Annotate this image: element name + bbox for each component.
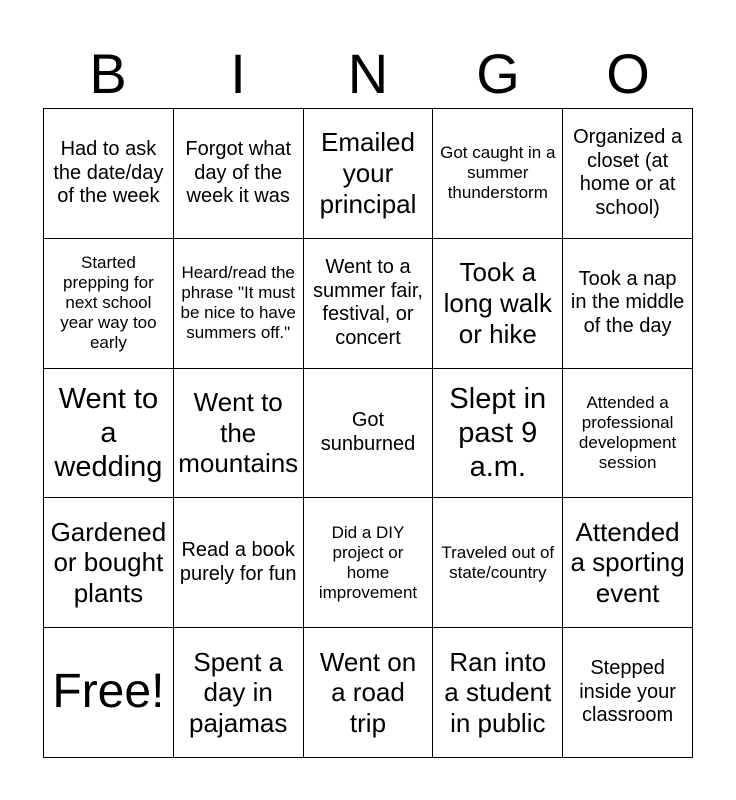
cell-text: Took a nap in the middle of the day xyxy=(570,267,685,337)
cell-text: Attended a professional development session xyxy=(578,392,677,473)
bingo-cell[interactable] xyxy=(44,239,174,369)
bingo-cell[interactable] xyxy=(304,239,434,369)
bingo-cell[interactable] xyxy=(304,109,434,239)
bingo-cell[interactable] xyxy=(433,628,563,758)
header-letter-o: O xyxy=(606,42,650,105)
bingo-cell[interactable] xyxy=(433,369,563,499)
cell-text: Emailed your principal xyxy=(319,127,417,219)
cell-text: Slept in past 9 a.m. xyxy=(449,382,547,484)
bingo-cell[interactable] xyxy=(174,109,304,239)
cell-text: Went to a wedding xyxy=(54,382,163,484)
bingo-cell[interactable] xyxy=(563,369,693,499)
bingo-cell[interactable] xyxy=(563,498,693,628)
bingo-cell[interactable] xyxy=(174,628,304,758)
bingo-free-cell[interactable] xyxy=(44,628,174,758)
bingo-cell[interactable] xyxy=(304,628,434,758)
cell-text: Did a DIY project or home improvement xyxy=(318,522,418,602)
bingo-cell[interactable] xyxy=(433,498,563,628)
cell-text: Went to a summer fair, festival, or concert xyxy=(312,256,423,349)
cell-text: Got caught in a summer thunderstorm xyxy=(440,143,556,203)
bingo-cell[interactable] xyxy=(563,239,693,369)
bingo-cell[interactable] xyxy=(44,498,174,628)
bingo-cell[interactable] xyxy=(433,109,563,239)
bingo-board xyxy=(43,108,693,758)
cell-text: Forgot what day of the week it was xyxy=(185,138,291,208)
cell-text: Gardened or bought plants xyxy=(50,516,167,609)
cell-text: Free! xyxy=(52,665,165,719)
bingo-cell[interactable] xyxy=(174,369,304,499)
bingo-cell[interactable] xyxy=(174,239,304,369)
cell-text: Went on a road trip xyxy=(319,646,417,738)
bingo-cell[interactable] xyxy=(44,109,174,239)
bingo-cell[interactable] xyxy=(304,369,434,499)
bingo-cell[interactable] xyxy=(563,109,693,239)
cell-text: Read a book purely for fun xyxy=(179,539,297,585)
cell-text: Went to the mountains xyxy=(178,386,299,479)
header-letter-n: N xyxy=(347,42,389,105)
bingo-header xyxy=(43,40,693,108)
bingo-cell[interactable] xyxy=(433,239,563,369)
bingo-cell[interactable] xyxy=(563,628,693,758)
header-letter-g: G xyxy=(476,42,520,105)
header-letter-b: B xyxy=(89,42,127,105)
header-letter-i: I xyxy=(230,42,246,105)
cell-text: Had to ask the date/day of the week xyxy=(53,138,164,208)
cell-text: Got sunburned xyxy=(320,409,416,455)
cell-text: Heard/read the phrase "It must be nice to have summers off." xyxy=(180,263,296,343)
cell-text: Stepped inside your classroom xyxy=(579,657,676,727)
cell-text: Attended a sporting event xyxy=(570,516,685,609)
bingo-cell[interactable] xyxy=(44,369,174,499)
bingo-cell[interactable] xyxy=(304,498,434,628)
cell-text: Organized a closet (at home or at school) xyxy=(573,126,683,219)
cell-text: Spent a day in pajamas xyxy=(189,646,288,738)
cell-text: Traveled out of state/country xyxy=(441,542,555,582)
cell-text: Started prepping for next school year way too early xyxy=(60,253,157,353)
cell-text: Took a long walk or hike xyxy=(443,257,552,349)
cell-text: Ran into a student in public xyxy=(444,646,552,738)
bingo-cell[interactable] xyxy=(174,498,304,628)
